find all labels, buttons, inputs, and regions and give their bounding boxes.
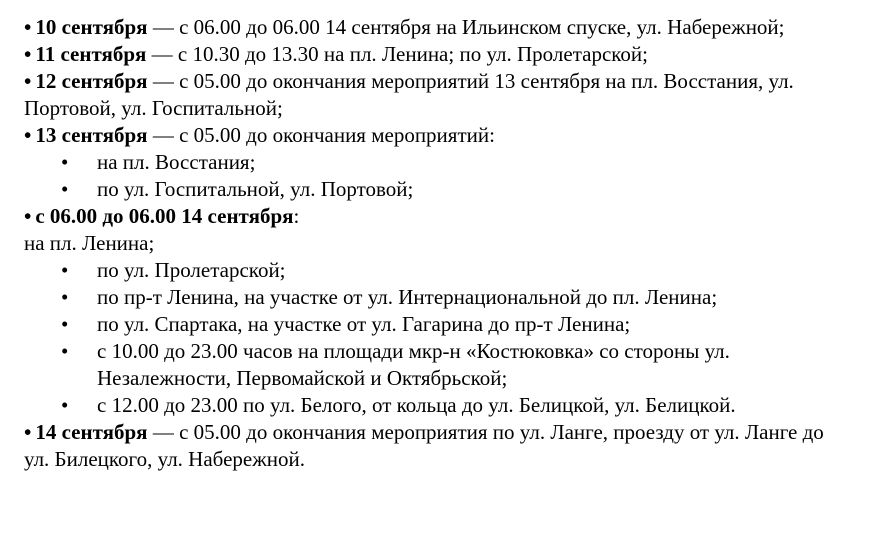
date-label: 11 сентября [35,42,147,66]
list-item-text: по ул. Спартака, на участке от ул. Гагарина до пр-т Ленина; [97,312,631,336]
paragraph-sept-13 [24,122,848,149]
bullet-icon: • [24,42,32,66]
paragraph-sept-12 [24,68,848,122]
list-item-text: на пл. Восстания; [97,150,256,174]
bullet-icon: • [61,339,69,363]
bullet-icon: • [61,258,69,282]
list-item-text: с 12.00 до 23.00 по ул. Белого, от кольца до ул. Белицкой, ул. Белицкой. [97,393,736,417]
paragraph-text: — с 06.00 до 06.00 14 сентября на Ильинском спуске, ул. Набережной; [147,15,785,39]
sub-list-period [24,257,848,419]
bullet-icon: • [24,69,32,93]
bullet-icon: • [61,177,69,201]
list-item-text: по ул. Госпитальной, ул. Портовой; [97,177,414,201]
list-item [24,392,848,419]
location-line: на пл. Ленина; [24,231,155,255]
paragraph-text: — с 05.00 до окончания мероприятий 13 сентября на пл. Восстания, ул. Портовой, ул. Госпитальной; [24,69,794,120]
bullet-icon: • [61,312,69,336]
paragraph-text: — с 05.00 до окончания мероприятий: [147,123,495,147]
bullet-icon: • [24,123,32,147]
list-item [24,149,848,176]
list-item-text: по ул. Пролетарской; [97,258,286,282]
list-item-text: с 10.00 до 23.00 часов на площади мкр-н «Костюковка» со стороны ул. Незалежности, Первомайской и Октябрьской; [97,339,730,390]
bullet-icon: • [24,420,32,444]
bullet-icon: • [61,150,69,174]
paragraph-text: : [293,204,300,228]
bullet-icon: • [61,285,69,309]
paragraph-text: — с 05.00 до окончания мероприятия по ул. Ланге, проезду от ул. Ланге до ул. Билецкого, ул. Набережной. [24,420,824,471]
list-item [24,311,848,338]
sub-list-sept-13 [24,149,848,203]
bullet-icon: • [24,15,32,39]
bullet-icon: • [24,204,32,228]
date-label: с 06.00 до 06.00 14 сентября [35,204,294,228]
list-item-text: по пр-т Ленина, на участке от ул. Интернациональной до пл. Ленина; [97,285,718,309]
date-label: 13 сентября [35,123,148,147]
list-item [24,338,848,392]
paragraph-sept-11 [24,41,848,68]
bullet-icon: • [61,393,69,417]
list-item [24,176,848,203]
date-label: 12 сентября [35,69,148,93]
paragraph-sept-10 [24,14,848,41]
list-item [24,284,848,311]
date-label: 10 сентября [35,15,148,39]
paragraph-sept-14 [24,419,848,473]
list-item [24,257,848,284]
paragraph-period [24,203,848,230]
paragraph-text: — с 10.30 до 13.30 на пл. Ленина; по ул. Пролетарской; [146,42,648,66]
date-label: 14 сентября [35,420,148,444]
